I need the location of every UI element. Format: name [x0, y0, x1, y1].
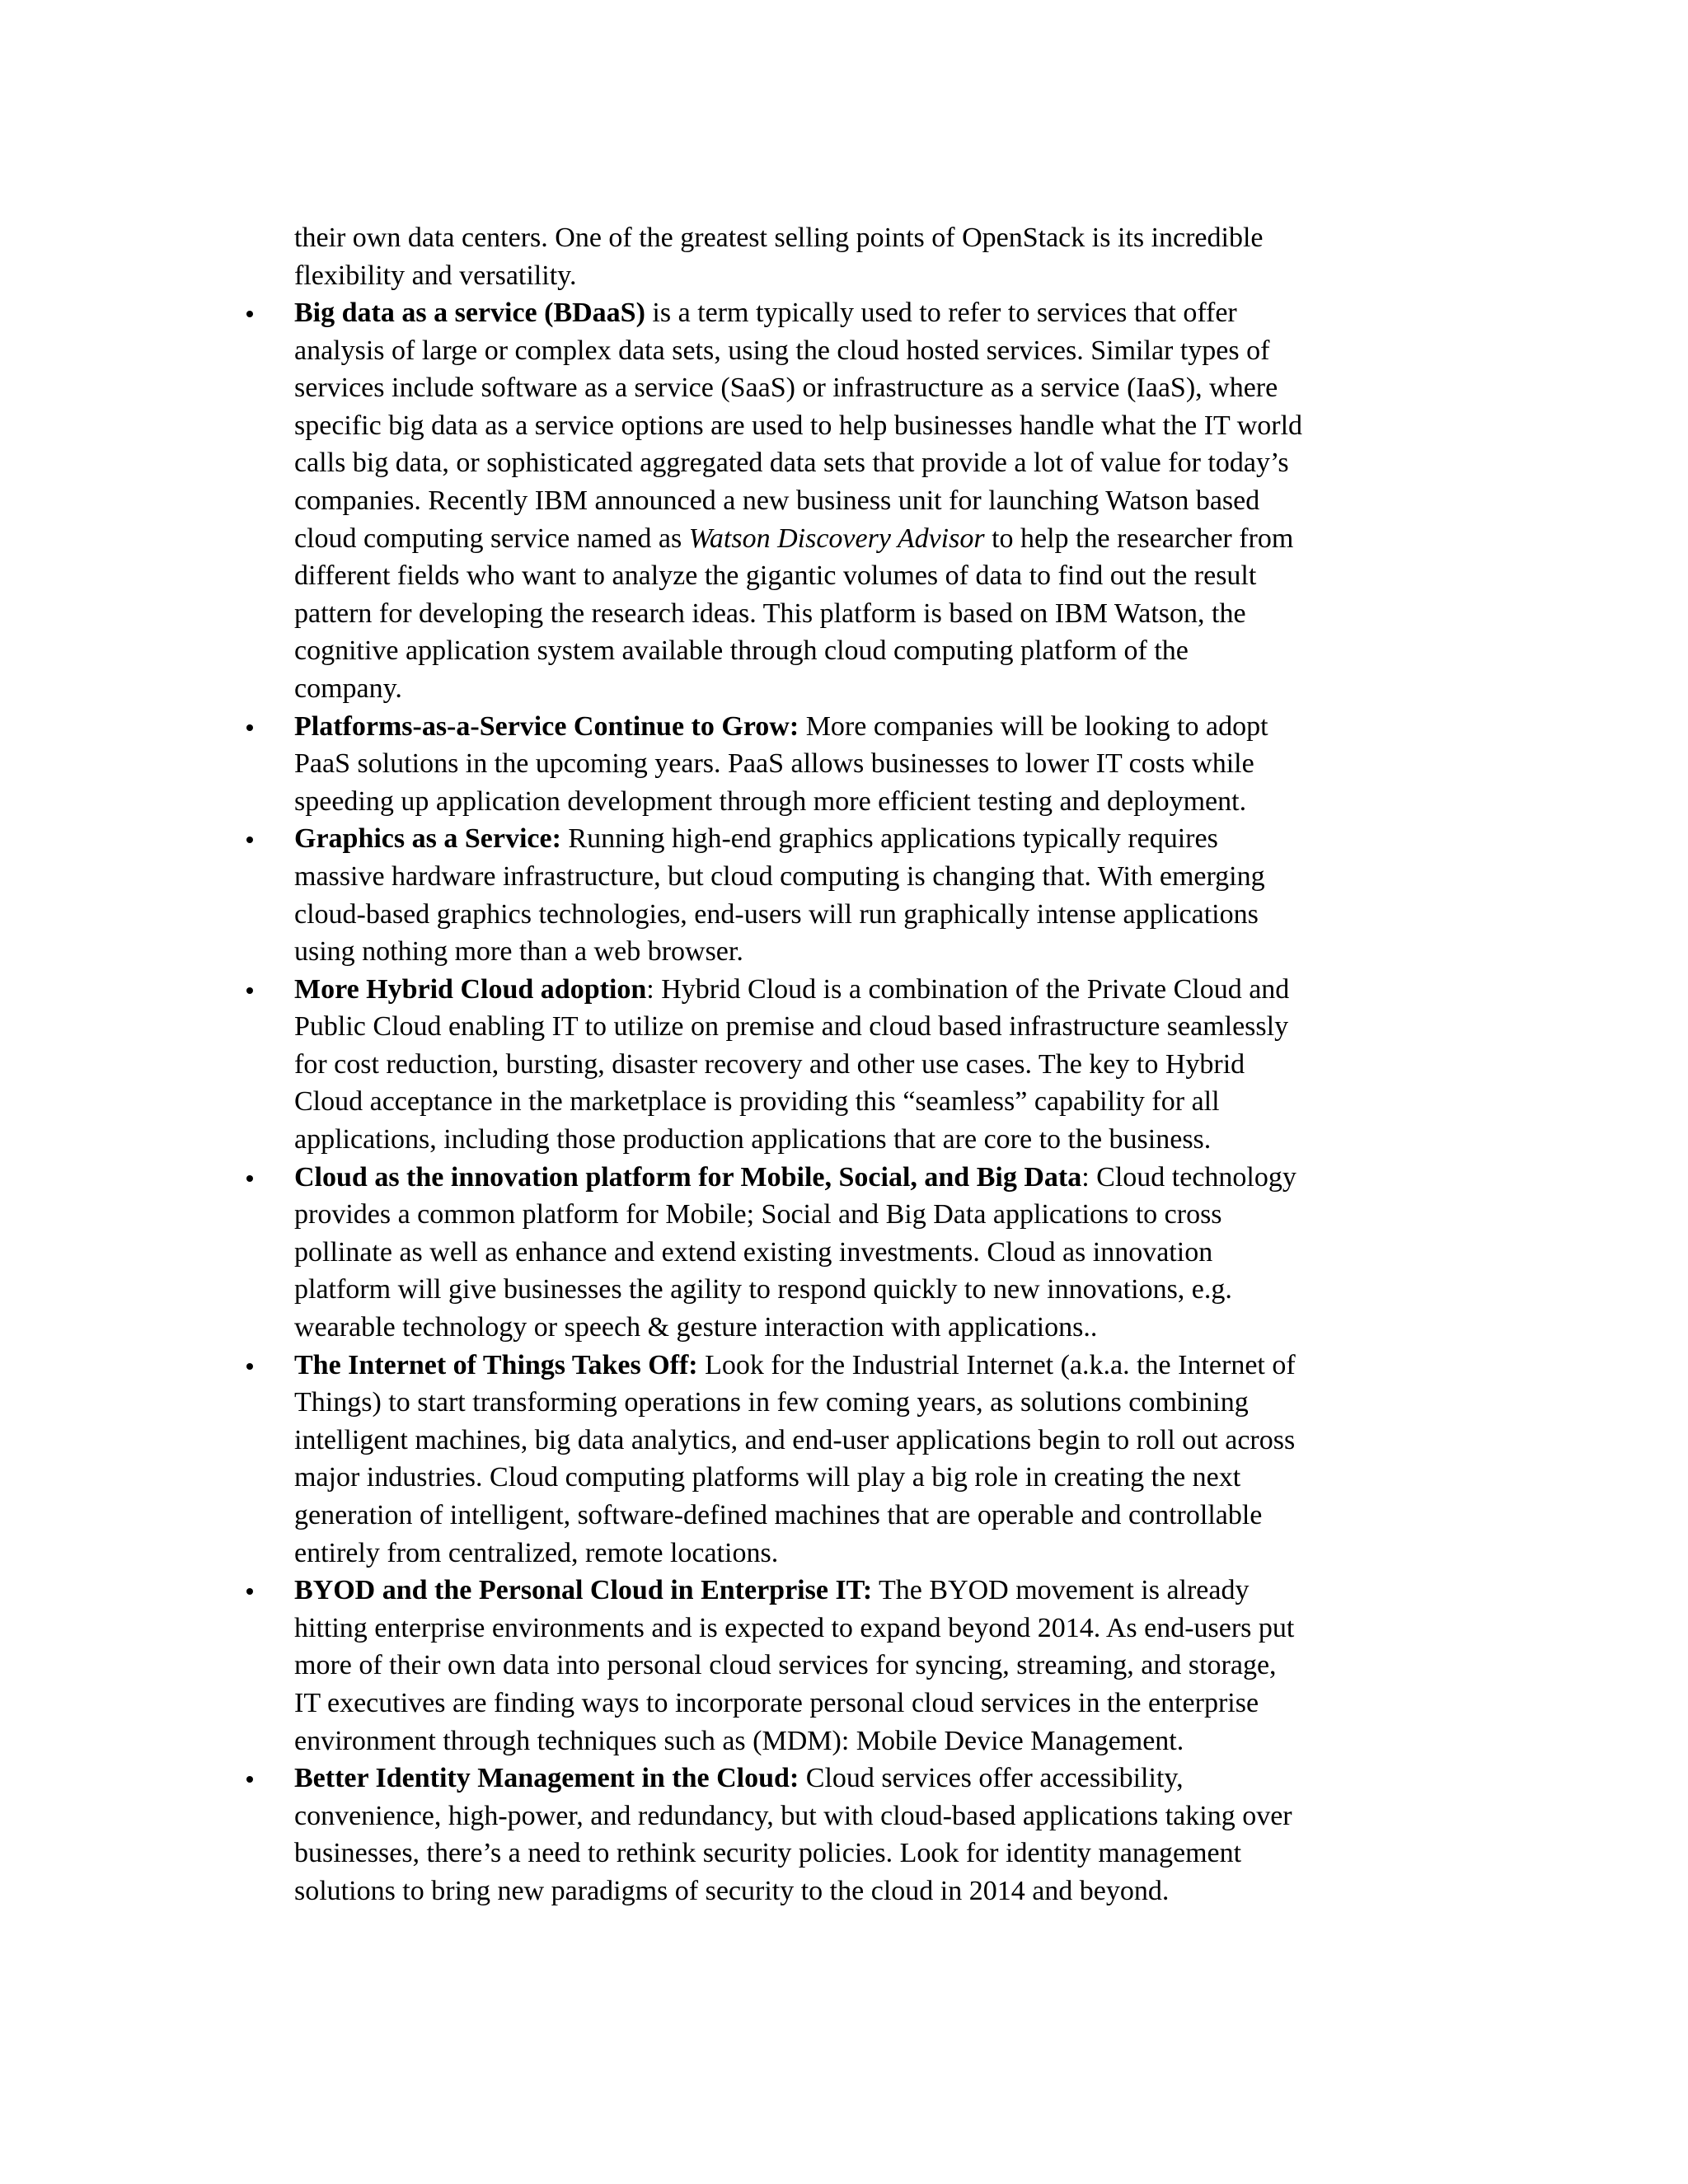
bullet-icon: [246, 987, 253, 994]
text-line: Public Cloud enabling IT to utilize on premise and cloud based infrastructure seamlessly: [294, 1011, 1289, 1043]
text-line: : Hybrid Cloud is a combination of the Private Cloud and: [646, 973, 1290, 1005]
text-segment: to help the researcher from: [984, 523, 1294, 554]
bullet-icon: [246, 1363, 253, 1370]
text-line: Cloud services offer accessibility,: [799, 1763, 1184, 1794]
text-line: intelligent machines, big data analytics, and end-user applications begin to roll out across: [294, 1424, 1296, 1455]
text-line: pollinate as well as enhance and extend existing investments. Cloud as innovation: [294, 1236, 1213, 1268]
text-line: solutions to bring new paradigms of security to the cloud in 2014 and beyond.: [294, 1875, 1170, 1906]
text-line: platform will give businesses the agility to respond quickly to new innovations, e.g.: [294, 1274, 1232, 1305]
text-segment: cloud computing service named as: [294, 523, 689, 554]
text-line: speeding up application development through more efficient testing and deployment.: [294, 785, 1247, 817]
text-line: their own data centers. One of the greatest selling points of OpenStack is its incredible: [294, 223, 1264, 253]
text-line: PaaS solutions in the upcoming years. PaaS allows businesses to lower IT costs while: [294, 748, 1254, 780]
item-title: Platforms-as-a-Service Continue to Grow:: [294, 710, 799, 742]
item-title: Big data as a service (BDaaS): [294, 298, 645, 328]
bullet-icon: [246, 1776, 253, 1783]
item-title: The Internet of Things Takes Off:: [294, 1349, 698, 1380]
text-line: for cost reduction, bursting, disaster recovery and other use cases. The key to Hybrid: [294, 1048, 1245, 1080]
bullet-icon: [246, 724, 253, 731]
bullet-icon: [246, 1588, 253, 1595]
text-line: The BYOD movement is already: [872, 1575, 1250, 1606]
text-line: cognitive application system available through cloud computing platform of the: [294, 635, 1189, 667]
text-line: is a term typically used to refer to services that offer: [645, 298, 1237, 328]
text-line: company.: [294, 673, 402, 704]
intro-paragraph: [294, 219, 1465, 294]
text-line: using nothing more than a web browser.: [294, 936, 743, 968]
text-line: entirely from centralized, remote locations.: [294, 1537, 779, 1568]
text-line: convenience, high-power, and redundancy, but with cloud-based applications taking over: [294, 1800, 1292, 1831]
text-line: : Cloud technology: [1081, 1161, 1296, 1193]
list-item: [0, 971, 1465, 1159]
text-line: different fields who want to analyze the gigantic volumes of data to find out the result: [294, 560, 1257, 592]
list-item: [0, 1159, 1465, 1347]
list-item: [0, 1760, 1465, 1910]
text-line: generation of intelligent, software-defined machines that are operable and controllable: [294, 1500, 1263, 1530]
item-title: Better Identity Management in the Cloud:: [294, 1763, 799, 1794]
text-line: specific big data as a service options are used to help businesses handle what the IT world: [294, 410, 1303, 441]
item-title: More Hybrid Cloud adoption: [294, 973, 647, 1005]
bullet-icon: [246, 837, 253, 843]
italic-product-name: Watson Discovery Advisor: [688, 523, 985, 554]
text-line: Cloud acceptance in the marketplace is providing this “seamless” capability for all: [294, 1086, 1220, 1118]
text-line: flexibility and versatility.: [294, 260, 577, 291]
list-item: [0, 294, 1465, 708]
text-line: environment through techniques such as (MDM): Mobile Device Management.: [294, 1725, 1184, 1756]
text-line: Running high-end graphics applications typically requires: [560, 823, 1218, 855]
text-line: More companies will be looking to adopt: [799, 710, 1268, 742]
text-line: pattern for developing the research ideas. This platform is based on IBM Watson, the: [294, 598, 1246, 629]
bullet-icon: [246, 311, 253, 317]
text-line: applications, including those production applications that are core to the business.: [294, 1124, 1212, 1155]
bullet-icon: [246, 1175, 253, 1182]
text-line: companies. Recently IBM announced a new business unit for launching Watson based: [294, 485, 1260, 516]
list-item: [0, 708, 1465, 821]
list-item: [0, 820, 1465, 970]
text-line: provides a common platform for Mobile; Social and Big Data applications to cross: [294, 1199, 1222, 1230]
text-line: businesses, there’s a need to rethink security policies. Look for identity management: [294, 1838, 1242, 1869]
list-item: [0, 1347, 1465, 1572]
item-title: Cloud as the innovation platform for Mobile, Social, and Big Data: [294, 1161, 1082, 1193]
bullet-list: [0, 294, 1688, 1910]
text-line: massive hardware infrastructure, but cloud computing is changing that. With emerging: [294, 860, 1265, 892]
text-line: Things) to start transforming operations in few coming years, as solutions combining: [294, 1387, 1249, 1418]
list-item: [0, 1572, 1465, 1760]
item-title: BYOD and the Personal Cloud in Enterprise IT:: [294, 1575, 873, 1606]
text-line: major industries. Cloud computing platforms will play a big role in creating the next: [294, 1462, 1241, 1493]
item-title: Graphics as a Service:: [294, 823, 561, 855]
text-line: wearable technology or speech & gesture interaction with applications..: [294, 1312, 1098, 1343]
text-line: cloud-based graphics technologies, end-users will run graphically intense applications: [294, 898, 1259, 930]
text-line: hitting enterprise environments and is expected to expand beyond 2014. As end-users put: [294, 1612, 1295, 1643]
text-line: IT executives are finding ways to incorporate personal cloud services in the enterprise: [294, 1687, 1259, 1718]
text-line: analysis of large or complex data sets, using the cloud hosted services. Similar types of: [294, 335, 1270, 366]
text-line: Look for the Industrial Internet (a.k.a. the Internet of: [697, 1349, 1296, 1380]
text-line: calls big data, or sophisticated aggregated data sets that provide a lot of value for today’s: [294, 448, 1289, 479]
text-line: services include software as a service (SaaS) or infrastructure as a service (IaaS), where: [294, 373, 1278, 404]
text-line: more of their own data into personal cloud services for syncing, streaming, and storage,: [294, 1650, 1277, 1681]
